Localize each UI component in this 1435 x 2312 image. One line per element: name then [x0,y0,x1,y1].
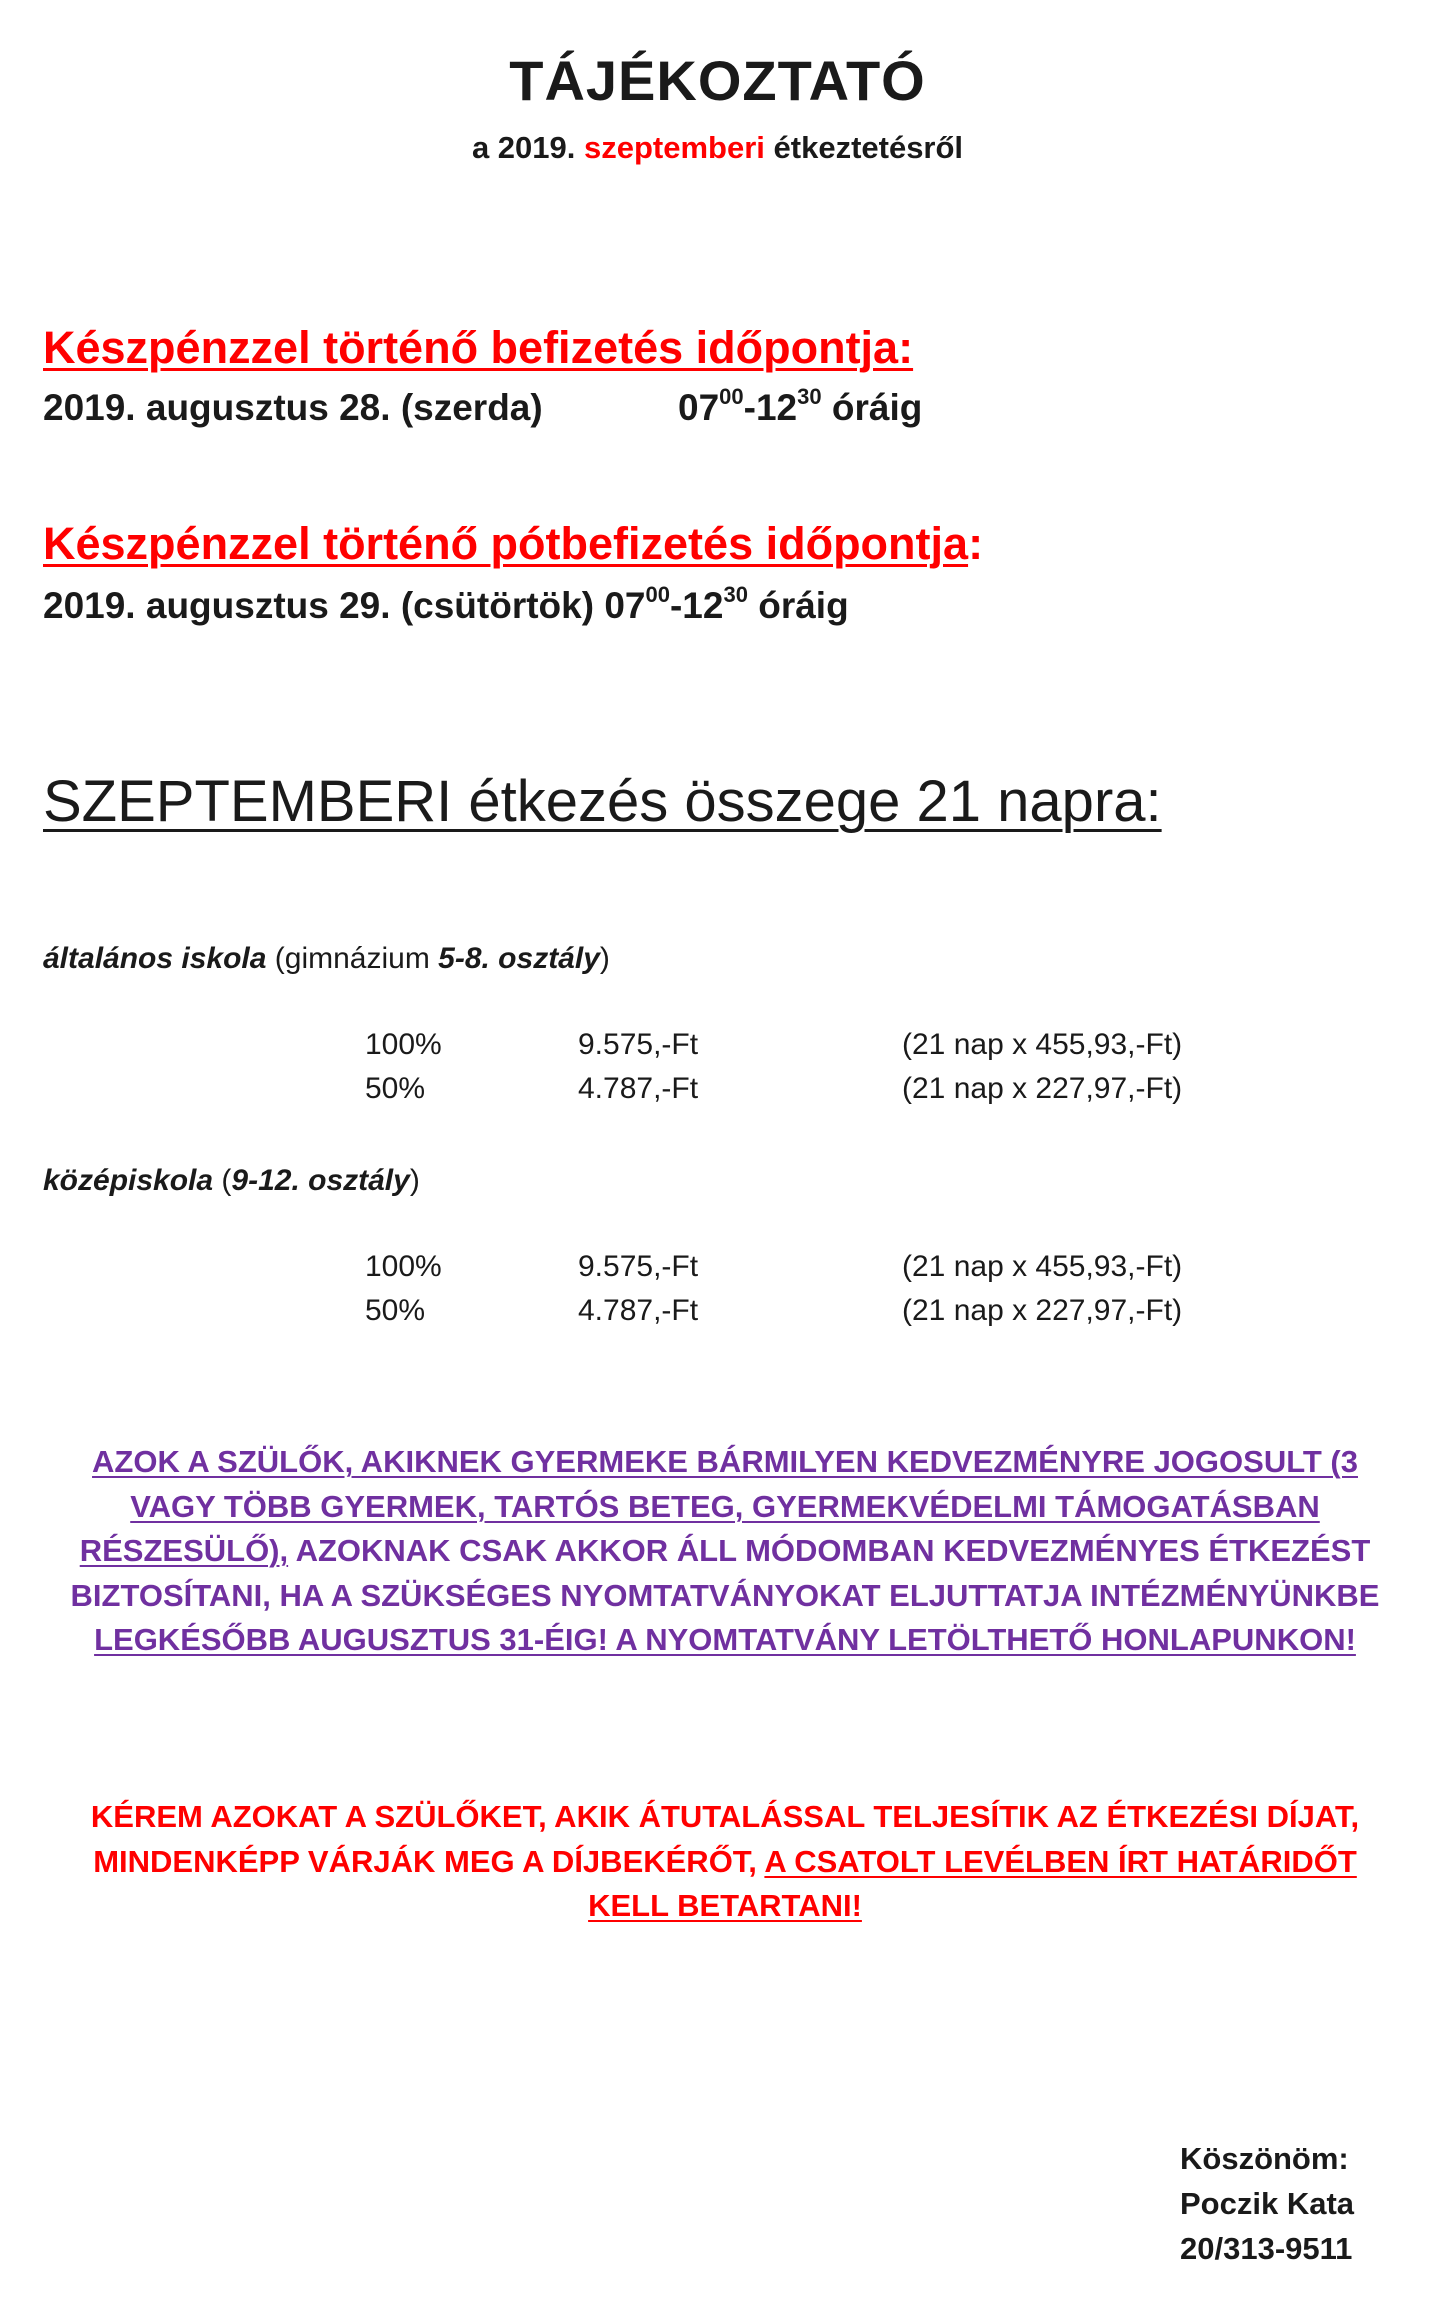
secondary-row-1-calc: (21 nap x 455,93,-Ft) [902,1250,1183,1283]
category-secondary [43,1164,420,1198]
primary-row-2-percent: 50% [365,1072,426,1105]
late-payment-time-suffix: óráig [747,585,849,626]
late-payment-heading-colon: : [968,518,984,569]
category-primary-grade: 5-8. osztály [438,942,600,975]
payment-date: 2019. augusztus 28. (szerda) [43,387,543,428]
subtitle-suffix: étkeztetésről [764,130,964,165]
total-heading: SZEPTEMBERI étkezés összege 21 napra: [43,769,1162,834]
payment-time-end-min: 30 [797,384,822,409]
payment-time-start-hour: 07 [678,387,720,428]
document-title: TÁJÉKOZTATÓ [509,49,926,112]
late-payment-time-start-hour: 07 [604,585,646,626]
category-primary-paren-open: (gimnázium [266,942,439,975]
category-secondary-grade: 9-12. osztály [231,1164,410,1197]
secondary-row-2-percent: 50% [365,1294,426,1327]
transfer-notice-body: KÉREM AZOKAT A SZÜLŐKET, AKIK ÁTUTALÁSSAL TELJESÍTIK AZ ÉTKEZÉSI DÍJAT, MINDENKÉPP VÁRJÁK MEG A DÍJBEKÉRŐT, [90,1799,1360,1879]
signature-name: Poczik Kata [1180,2186,1355,2221]
late-payment-date: 2019. augusztus 29. (csütörtök) [43,585,605,626]
category-secondary-name: középiskola [43,1164,214,1197]
late-payment-dateline [43,582,849,627]
category-secondary-paren-open: ( [213,1164,232,1197]
signature-phone: 20/313-9511 [1180,2231,1353,2266]
category-secondary-paren-close: ) [409,1164,420,1197]
subtitle-month: szeptemberi [584,130,765,165]
late-payment-heading [43,518,983,570]
late-payment-time-end-min: 30 [723,582,748,607]
discount-notice [55,1440,1395,1663]
discount-notice-body: AZOKNAK CSAK AKKOR ÁLL MÓDOMBAN KEDVEZMÉNYES ÉTKEZÉST BIZTOSÍTANI, HA A SZÜKSÉGES NYOMTATVÁNYOKAT ELJUTTATJA INTÉZMÉNYÜNKBE [70,1533,1380,1613]
transfer-notice-deadline: A CSATOLT LEVÉLBEN ÍRT HATÁRIDŐT KELL BETARTANI! [588,1843,1357,1923]
payment-time-dash: - [743,387,756,428]
late-payment-time-end-hour: 12 [682,585,724,626]
primary-row-1-percent: 100% [365,1028,442,1061]
secondary-row-1-percent: 100% [365,1250,442,1283]
primary-row-1-calc: (21 nap x 455,93,-Ft) [902,1028,1183,1061]
primary-row-1-amount: 9.575,-Ft [578,1028,699,1061]
primary-row-2-calc: (21 nap x 227,97,-Ft) [902,1072,1183,1105]
subtitle-prefix: a 2019. [471,130,584,165]
document-subtitle [0,130,1435,166]
payment-time-end-hour: 12 [755,387,798,428]
secondary-row-1-amount: 9.575,-Ft [578,1250,699,1283]
discount-notice-deadline: LEGKÉSŐBB AUGUSZTUS 31-ÉIG! A NYOMTATVÁNY LETÖLTHETŐ HONLAPUNKON! [94,1622,1356,1657]
late-payment-heading-text: Készpénzzel történő pótbefizetés időpontja [43,518,969,569]
late-payment-time-start-min: 00 [645,582,670,607]
secondary-row-2-amount: 4.787,-Ft [578,1294,699,1327]
transfer-notice [55,1795,1395,1929]
discount-notice-eligibility: AZOK A SZÜLŐK, AKIKNEK GYERMEKE BÁRMILYEN KEDVEZMÉNYRE JOGOSULT (3 VAGY TÖBB GYERMEK, TARTÓS BETEG, GYERMEKVÉDELMI TÁMOGATÁSBAN RÉSZESÜLŐ), [79,1444,1358,1568]
signature-block [1180,2136,1354,2271]
payment-time-suffix: óráig [821,387,923,428]
payment-time-start-min: 00 [719,384,744,409]
category-primary-name: általános iskola [43,942,267,975]
signature-thanks: Köszönöm: [1180,2141,1349,2176]
payment-heading: Készpénzzel történő befizetés időpontja: [43,322,914,373]
payment-dateline [43,384,923,429]
category-primary [43,942,610,976]
primary-row-2-amount: 4.787,-Ft [578,1072,699,1105]
late-payment-time-dash: - [669,585,683,626]
category-primary-paren-close: ) [599,942,610,975]
secondary-row-2-calc: (21 nap x 227,97,-Ft) [902,1294,1183,1327]
